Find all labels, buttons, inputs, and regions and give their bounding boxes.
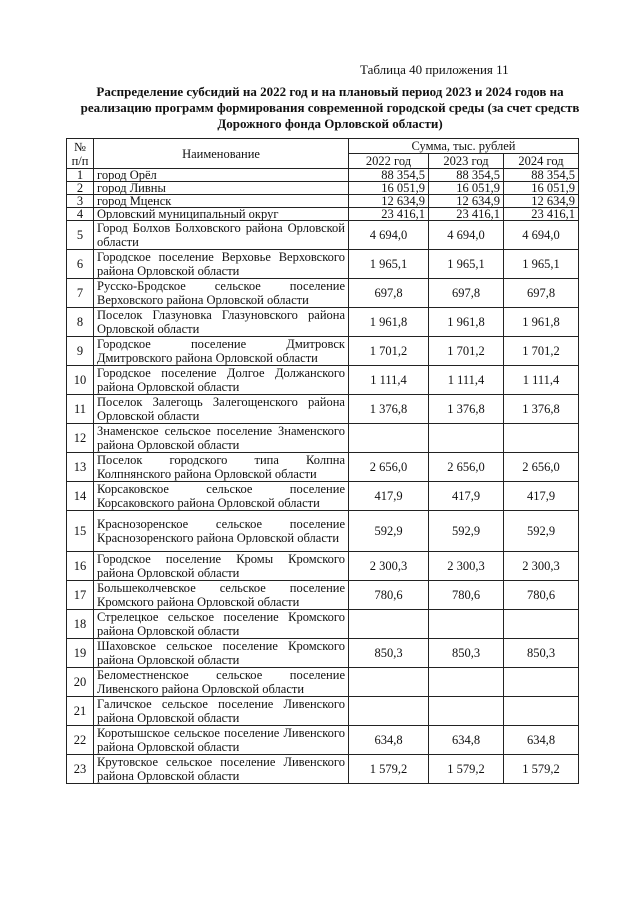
header-year-2022: 2022 год bbox=[349, 154, 429, 169]
row-number: 8 bbox=[67, 308, 94, 337]
row-name: Корсаковское сельское поселение Корсаковского района Орловской области bbox=[94, 482, 349, 511]
row-number: 21 bbox=[67, 697, 94, 726]
row-number: 23 bbox=[67, 755, 94, 784]
row-number: 20 bbox=[67, 668, 94, 697]
value-2023 bbox=[429, 697, 504, 726]
value-2024: 697,8 bbox=[504, 279, 579, 308]
table-row bbox=[67, 366, 579, 395]
table-row bbox=[67, 395, 579, 424]
value-2024: 634,8 bbox=[504, 726, 579, 755]
value-2023: 16 051,9 bbox=[429, 182, 504, 195]
value-2024: 1 111,4 bbox=[504, 366, 579, 395]
value-2024: 1 376,8 bbox=[504, 395, 579, 424]
value-2022 bbox=[349, 424, 429, 453]
row-name: Краснозоренское сельское поселение Краснозоренского района Орловской области bbox=[94, 511, 349, 552]
value-2024: 1 701,2 bbox=[504, 337, 579, 366]
value-2022: 16 051,9 bbox=[349, 182, 429, 195]
table-row bbox=[67, 308, 579, 337]
value-2024: 592,9 bbox=[504, 511, 579, 552]
document-title: Распределение субсидий на 2022 год и на плановый период 2023 и 2024 годов на реализацию программ формирования современной городской среды (за счет средств Дорожного фонда Орловской области) bbox=[80, 84, 580, 131]
value-2023: 88 354,5 bbox=[429, 169, 504, 182]
value-2023: 1 579,2 bbox=[429, 755, 504, 784]
value-2023: 634,8 bbox=[429, 726, 504, 755]
value-2023: 1 376,8 bbox=[429, 395, 504, 424]
value-2024: 16 051,9 bbox=[504, 182, 579, 195]
row-name: город Ливны bbox=[94, 182, 349, 195]
row-number: 18 bbox=[67, 610, 94, 639]
row-name: Поселок Глазуновка Глазуновского района Орловской области bbox=[94, 308, 349, 337]
row-number: 17 bbox=[67, 581, 94, 610]
value-2024: 780,6 bbox=[504, 581, 579, 610]
header-sum: Сумма, тыс. рублей bbox=[349, 139, 579, 154]
value-2024: 88 354,5 bbox=[504, 169, 579, 182]
row-number: 14 bbox=[67, 482, 94, 511]
value-2024: 2 656,0 bbox=[504, 453, 579, 482]
row-number: 2 bbox=[67, 182, 94, 195]
table-row bbox=[67, 195, 579, 208]
value-2022: 12 634,9 bbox=[349, 195, 429, 208]
row-number: 9 bbox=[67, 337, 94, 366]
row-name: Русско-Бродское сельское поселение Верховского района Орловской области bbox=[94, 279, 349, 308]
value-2022: 780,6 bbox=[349, 581, 429, 610]
value-2024 bbox=[504, 697, 579, 726]
table-row bbox=[67, 511, 579, 552]
value-2024 bbox=[504, 610, 579, 639]
table-row bbox=[67, 337, 579, 366]
value-2023 bbox=[429, 668, 504, 697]
value-2023: 1 111,4 bbox=[429, 366, 504, 395]
row-name: город Орёл bbox=[94, 169, 349, 182]
value-2023: 2 300,3 bbox=[429, 552, 504, 581]
row-number: 13 bbox=[67, 453, 94, 482]
table-row bbox=[67, 453, 579, 482]
value-2023: 697,8 bbox=[429, 279, 504, 308]
row-name: Поселок Залегощь Залегощенского района Орловской области bbox=[94, 395, 349, 424]
row-name: город Мценск bbox=[94, 195, 349, 208]
table-row bbox=[67, 552, 579, 581]
row-number: 1 bbox=[67, 169, 94, 182]
row-name: Знаменское сельское поселение Знаменского района Орловской области bbox=[94, 424, 349, 453]
table-row bbox=[67, 169, 579, 182]
header-number: № п/п bbox=[67, 139, 94, 169]
value-2023: 417,9 bbox=[429, 482, 504, 511]
value-2023: 780,6 bbox=[429, 581, 504, 610]
table-caption: Таблица 40 приложения 11 bbox=[360, 62, 509, 77]
table-row bbox=[67, 697, 579, 726]
table-row bbox=[67, 250, 579, 279]
value-2024: 1 579,2 bbox=[504, 755, 579, 784]
table-row bbox=[67, 639, 579, 668]
value-2022: 634,8 bbox=[349, 726, 429, 755]
value-2022: 2 300,3 bbox=[349, 552, 429, 581]
row-name: Поселок городского типа Колпна Колпнянского района Орловской области bbox=[94, 453, 349, 482]
row-name: Стрелецкое сельское поселение Кромского района Орловской области bbox=[94, 610, 349, 639]
value-2024: 23 416,1 bbox=[504, 208, 579, 221]
table-row bbox=[67, 424, 579, 453]
row-name: Городское поселение Дмитровск Дмитровского района Орловской области bbox=[94, 337, 349, 366]
row-name: Город Болхов Болховского района Орловской области bbox=[94, 221, 349, 250]
value-2022: 1 961,8 bbox=[349, 308, 429, 337]
value-2022: 2 656,0 bbox=[349, 453, 429, 482]
header-name: Наименование bbox=[94, 139, 349, 169]
value-2022: 23 416,1 bbox=[349, 208, 429, 221]
row-number: 19 bbox=[67, 639, 94, 668]
value-2022: 88 354,5 bbox=[349, 169, 429, 182]
value-2024 bbox=[504, 668, 579, 697]
table-row bbox=[67, 668, 579, 697]
value-2024: 4 694,0 bbox=[504, 221, 579, 250]
table-row bbox=[67, 208, 579, 221]
value-2023: 592,9 bbox=[429, 511, 504, 552]
row-number: 7 bbox=[67, 279, 94, 308]
row-number: 12 bbox=[67, 424, 94, 453]
row-name: Коротышское сельское поселение Ливенского района Орловской области bbox=[94, 726, 349, 755]
table-row bbox=[67, 482, 579, 511]
row-number: 6 bbox=[67, 250, 94, 279]
value-2022: 697,8 bbox=[349, 279, 429, 308]
table-row bbox=[67, 221, 579, 250]
value-2023 bbox=[429, 610, 504, 639]
row-name: Городское поселение Верховье Верховского района Орловской области bbox=[94, 250, 349, 279]
row-name: Шаховское сельское поселение Кромского района Орловской области bbox=[94, 639, 349, 668]
value-2022: 1 376,8 bbox=[349, 395, 429, 424]
value-2023: 1 701,2 bbox=[429, 337, 504, 366]
value-2023: 23 416,1 bbox=[429, 208, 504, 221]
table-row bbox=[67, 581, 579, 610]
row-name: Галичское сельское поселение Ливенского района Орловской области bbox=[94, 697, 349, 726]
header-year-2023: 2023 год bbox=[429, 154, 504, 169]
value-2023: 850,3 bbox=[429, 639, 504, 668]
value-2023: 2 656,0 bbox=[429, 453, 504, 482]
value-2023: 1 961,8 bbox=[429, 308, 504, 337]
table-row bbox=[67, 610, 579, 639]
table-row bbox=[67, 182, 579, 195]
value-2022: 592,9 bbox=[349, 511, 429, 552]
row-name: Орловский муниципальный округ bbox=[94, 208, 349, 221]
row-number: 15 bbox=[67, 511, 94, 552]
row-name: Крутовское сельское поселение Ливенского района Орловской области bbox=[94, 755, 349, 784]
row-number: 3 bbox=[67, 195, 94, 208]
value-2024: 12 634,9 bbox=[504, 195, 579, 208]
value-2022: 1 111,4 bbox=[349, 366, 429, 395]
value-2024: 417,9 bbox=[504, 482, 579, 511]
value-2024: 1 965,1 bbox=[504, 250, 579, 279]
row-number: 4 bbox=[67, 208, 94, 221]
value-2024: 2 300,3 bbox=[504, 552, 579, 581]
row-number: 22 bbox=[67, 726, 94, 755]
row-name: Большеколчевское сельское поселение Кромского района Орловской области bbox=[94, 581, 349, 610]
value-2022 bbox=[349, 610, 429, 639]
header-year-2024: 2024 год bbox=[504, 154, 579, 169]
value-2022: 1 701,2 bbox=[349, 337, 429, 366]
row-name: Городское поселение Кромы Кромского района Орловской области bbox=[94, 552, 349, 581]
row-number: 5 bbox=[67, 221, 94, 250]
value-2024: 1 961,8 bbox=[504, 308, 579, 337]
row-name: Городское поселение Долгое Должанского района Орловской области bbox=[94, 366, 349, 395]
row-number: 10 bbox=[67, 366, 94, 395]
value-2022: 1 579,2 bbox=[349, 755, 429, 784]
table-row bbox=[67, 726, 579, 755]
value-2024: 850,3 bbox=[504, 639, 579, 668]
value-2023 bbox=[429, 424, 504, 453]
value-2024 bbox=[504, 424, 579, 453]
table-row bbox=[67, 755, 579, 784]
value-2022: 850,3 bbox=[349, 639, 429, 668]
value-2022: 1 965,1 bbox=[349, 250, 429, 279]
value-2023: 4 694,0 bbox=[429, 221, 504, 250]
value-2022 bbox=[349, 668, 429, 697]
value-2022: 4 694,0 bbox=[349, 221, 429, 250]
row-name: Беломестненское сельское поселение Ливенского района Орловской области bbox=[94, 668, 349, 697]
row-number: 11 bbox=[67, 395, 94, 424]
table-row bbox=[67, 279, 579, 308]
row-number: 16 bbox=[67, 552, 94, 581]
value-2023: 1 965,1 bbox=[429, 250, 504, 279]
value-2022 bbox=[349, 697, 429, 726]
value-2022: 417,9 bbox=[349, 482, 429, 511]
subsidy-table bbox=[66, 138, 579, 784]
value-2023: 12 634,9 bbox=[429, 195, 504, 208]
